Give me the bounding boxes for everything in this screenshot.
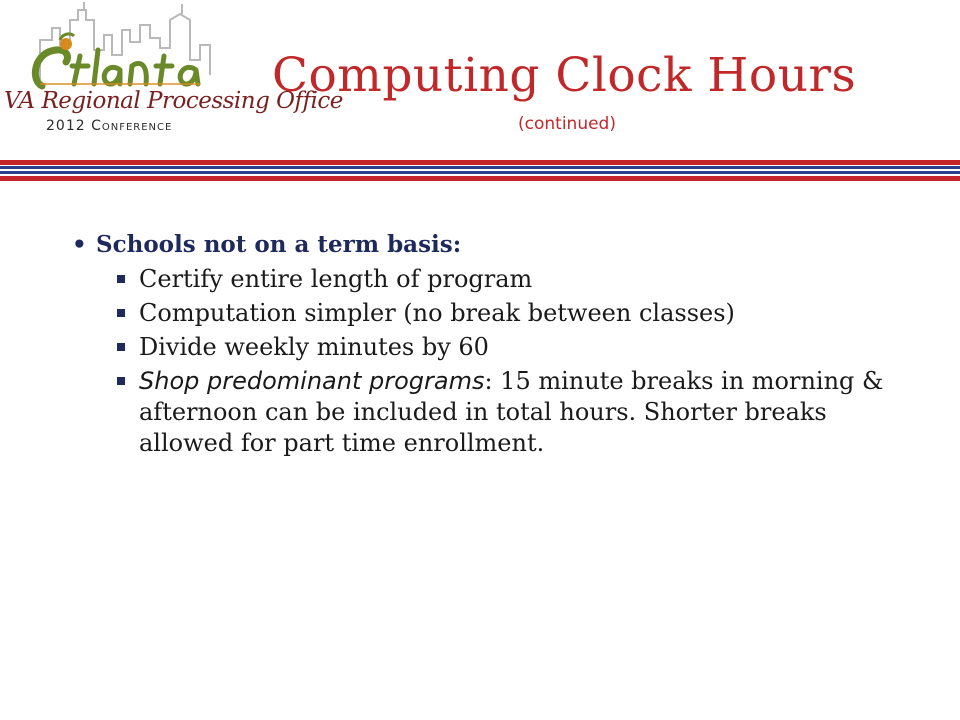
logo-conference-label: 2012 Conference bbox=[46, 118, 173, 134]
header-divider bbox=[0, 160, 960, 182]
divider-stripe-red-top bbox=[0, 160, 960, 165]
round-bullet-icon: • bbox=[72, 232, 87, 258]
bullet-heading-text: Schools not on a term basis: bbox=[96, 231, 462, 258]
logo-subtitle: VA Regional Processing Office bbox=[4, 88, 343, 114]
sub-bullet-item bbox=[72, 332, 902, 363]
bullet-heading bbox=[72, 230, 902, 260]
slide-title: Computing Clock Hours bbox=[272, 48, 857, 103]
sub-bullet-item bbox=[72, 366, 902, 459]
square-bullet-icon bbox=[117, 309, 125, 317]
sub-bullet-item bbox=[72, 264, 902, 295]
slide-subtitle: (continued) bbox=[518, 114, 616, 134]
sub-bullet-emphasis: Shop predominant programs bbox=[139, 367, 485, 395]
sub-bullet-text: : 15 minute breaks in morning & afternoon can be included in total hours. Shorter breaks allowed for part time enrollment. bbox=[139, 367, 884, 457]
conference-logo bbox=[0, 0, 343, 145]
square-bullet-icon bbox=[117, 275, 125, 283]
square-bullet-icon bbox=[117, 343, 125, 351]
sub-bullet-text: Computation simpler (no break between classes) bbox=[139, 299, 735, 327]
sub-bullet-item bbox=[72, 298, 902, 329]
sub-bullet-text: Certify entire length of program bbox=[139, 265, 533, 293]
divider-stripe-red-bottom bbox=[0, 176, 960, 181]
divider-stripe-blue-1 bbox=[0, 166, 960, 169]
sub-bullet-text: Divide weekly minutes by 60 bbox=[139, 333, 489, 361]
divider-stripe-blue-2 bbox=[0, 171, 960, 174]
square-bullet-icon bbox=[117, 377, 125, 385]
slide-content bbox=[72, 230, 902, 462]
